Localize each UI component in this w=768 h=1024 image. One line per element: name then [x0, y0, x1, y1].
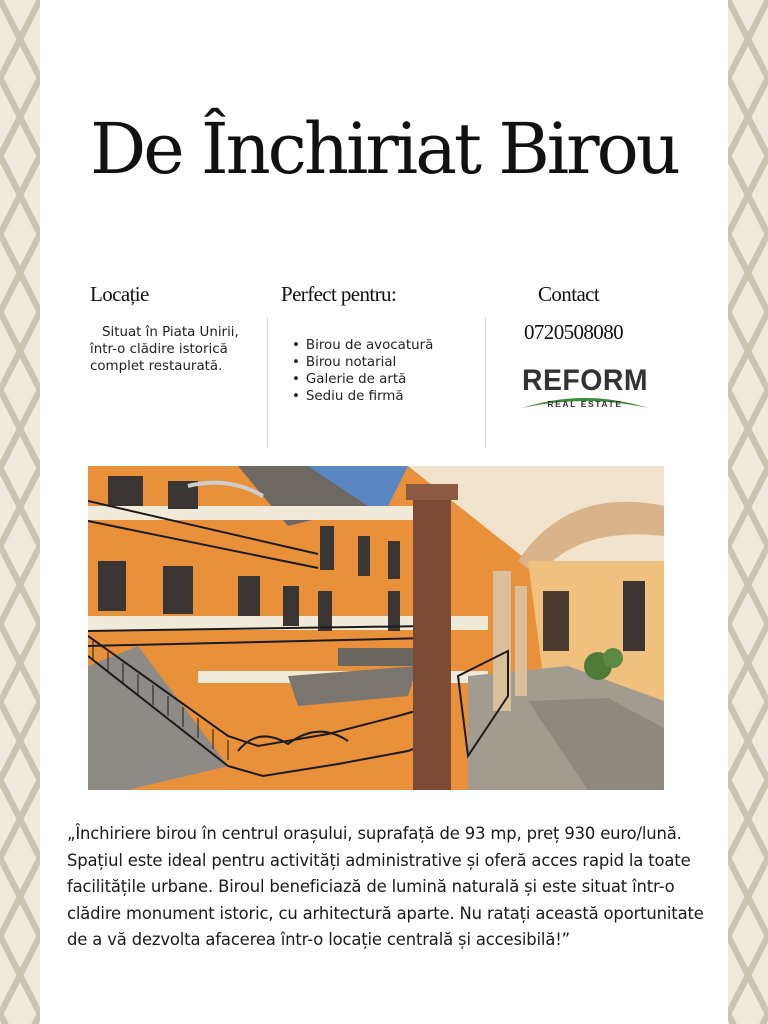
location-description: Situat în Piata Unirii, într-o clădire istorică complet restaurată. [90, 325, 239, 374]
location-heading: Locație [90, 282, 149, 306]
divider-right [485, 318, 486, 448]
phone-number: 0720508080 [524, 320, 624, 344]
page-title: De Închiriat Birou [90, 108, 678, 190]
list-item: • Birou de avocatură [292, 337, 433, 354]
list-item: • Birou notarial [292, 354, 433, 371]
divider-left [267, 318, 268, 448]
courtyard-photo [88, 466, 664, 790]
flyer-page [40, 0, 728, 1024]
perfect-for-heading: Perfect pentru: [281, 282, 397, 306]
reform-logo [520, 362, 650, 412]
perfect-for-list [292, 337, 433, 405]
contact-heading: Contact [538, 282, 600, 306]
list-item: • Galerie de artă [292, 371, 433, 388]
description-paragraph: „Închiriere birou în centrul orașului, suprafață de 93 mp, preț 930 euro/lună. Spațiul este ideal pentru activități administrative și oferă acces rapid la toate facilitățile urbane. Biroul beneficiază de lumină naturală și este situat într-o clădire monument istoric, cu arhitectură aparte. Nu ratați această oportunitate de a vă dezvolta afacerea într-o locație centrală și accesibilă!” [67, 824, 704, 949]
location-text [90, 324, 240, 375]
list-item: • Sediu de firmă [292, 388, 433, 405]
logo-name: REFORM [522, 364, 648, 397]
decorative-border-right [728, 0, 768, 1024]
decorative-border-left [0, 0, 40, 1024]
logo-tagline: REAL ESTATE [547, 399, 623, 409]
